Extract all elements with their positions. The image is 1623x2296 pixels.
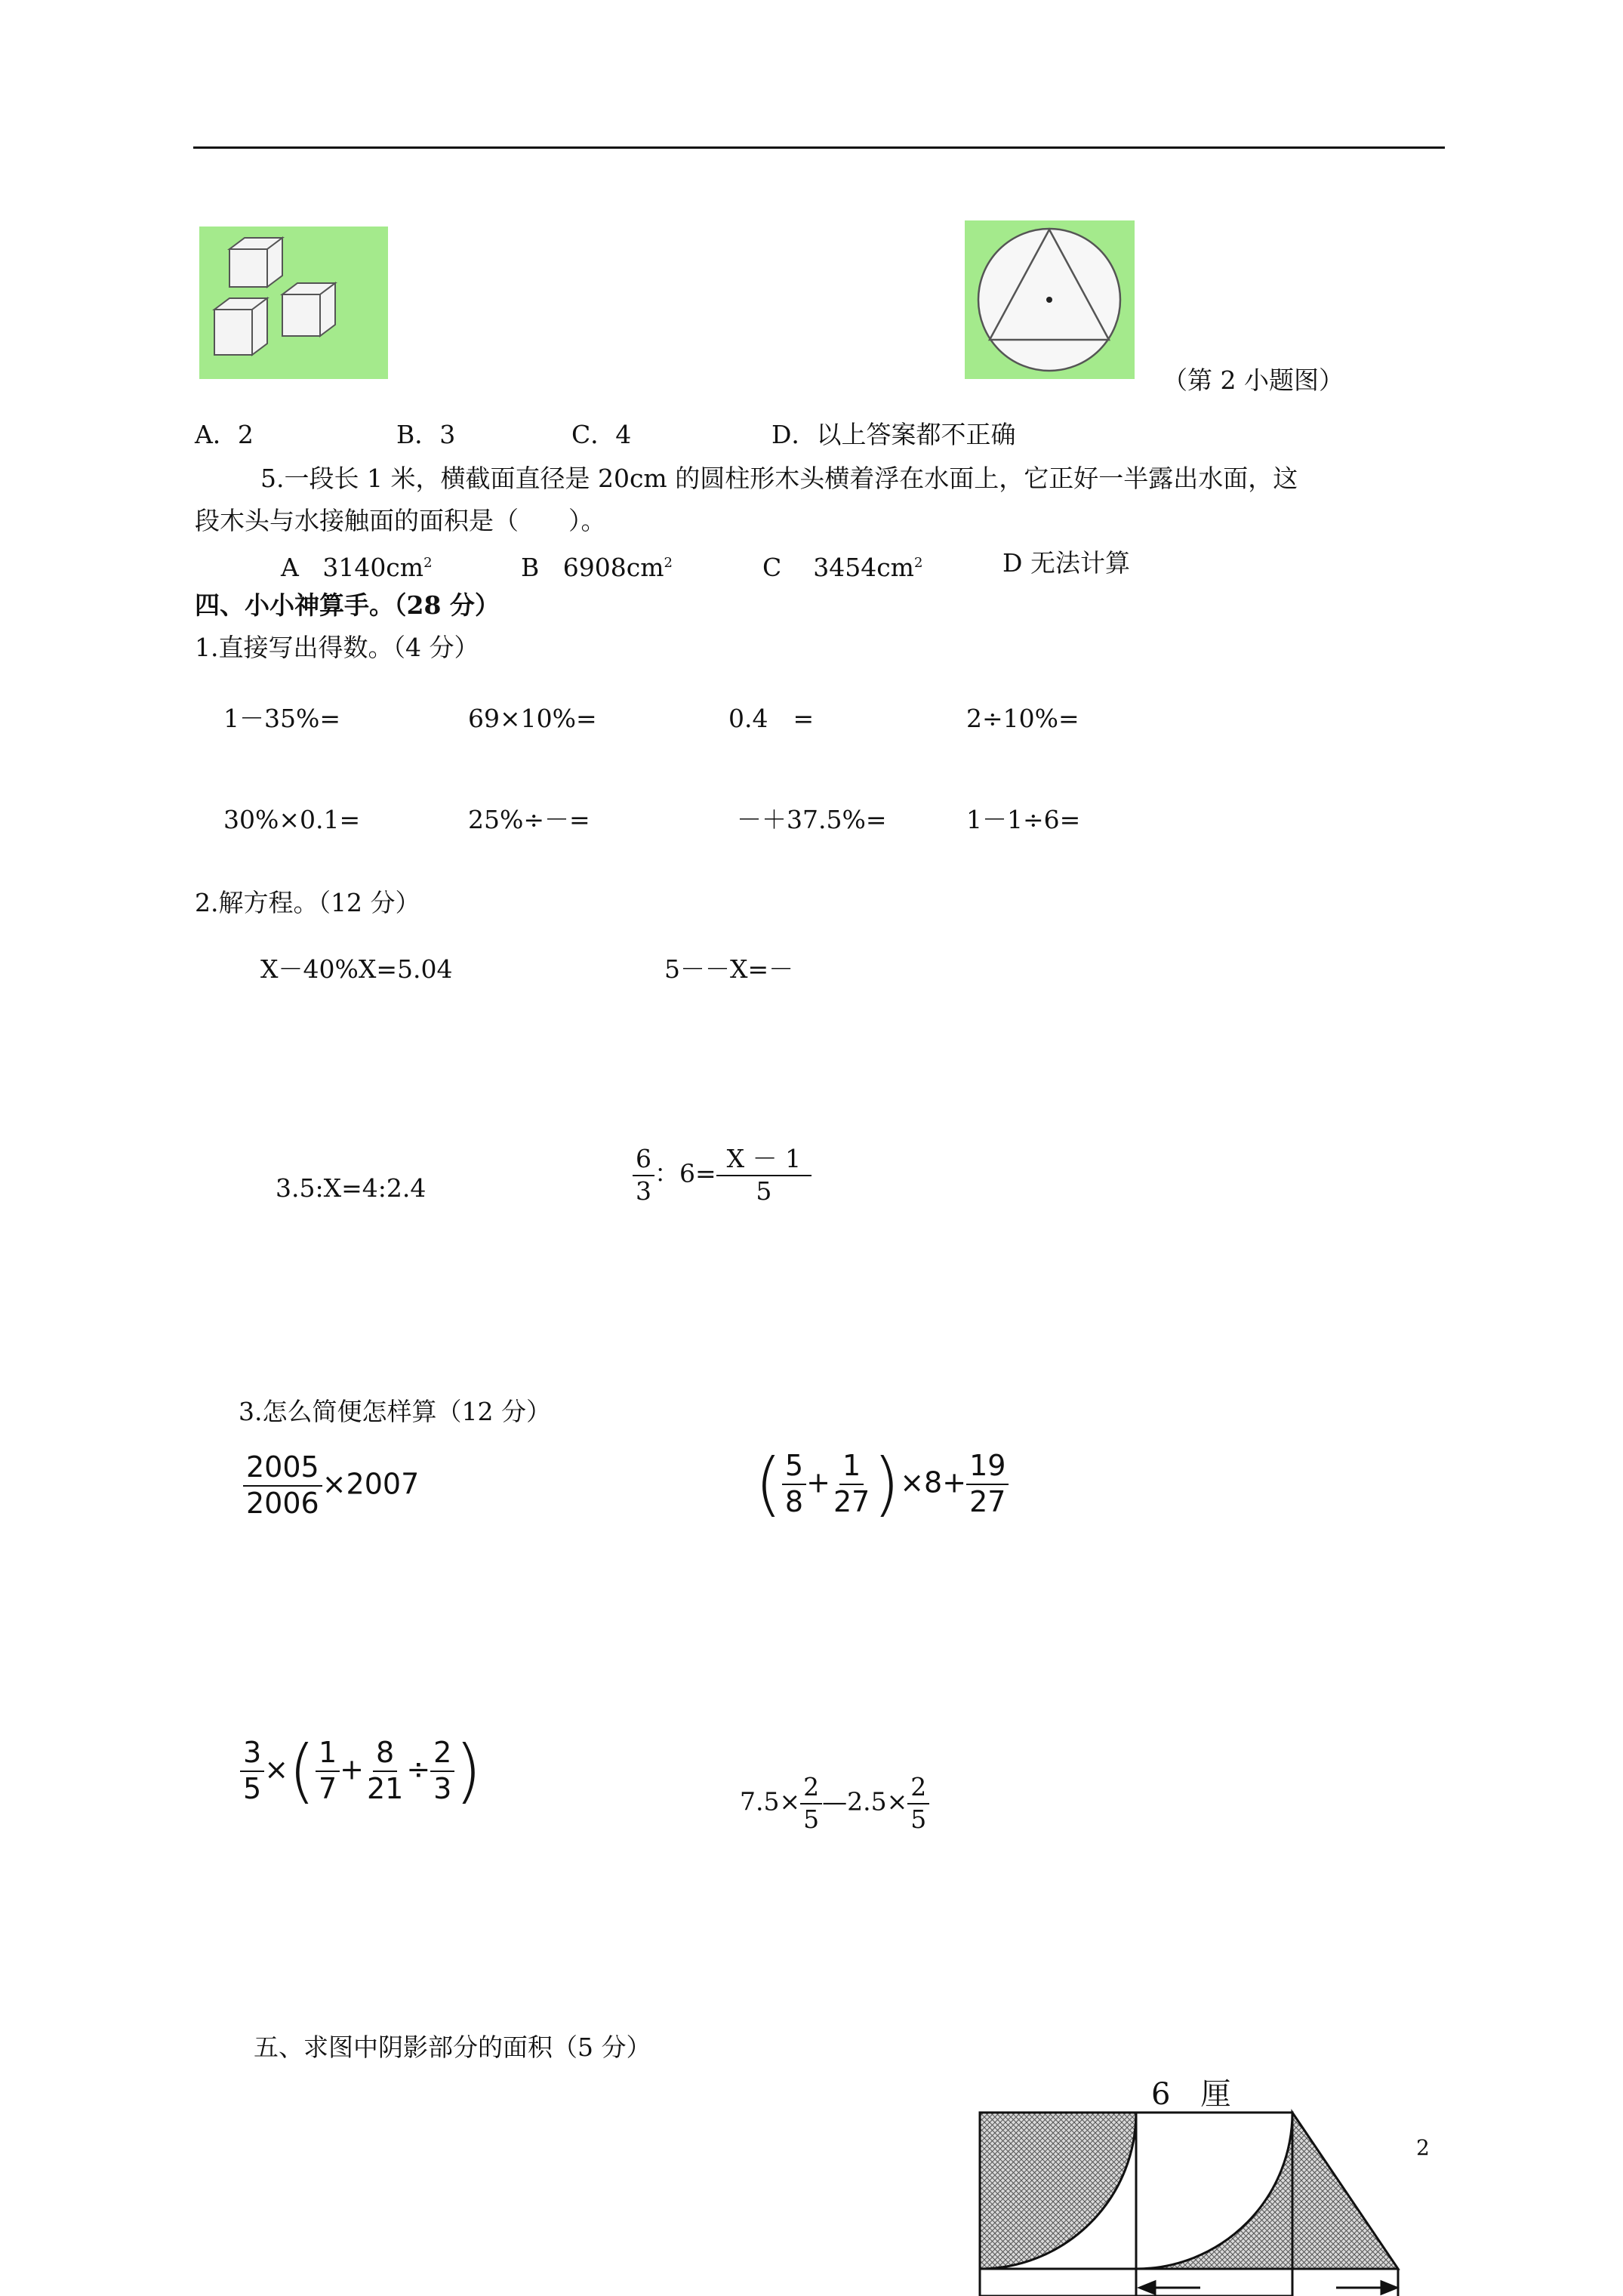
equation-1: X－40%X=5.04 — [260, 954, 453, 984]
dimension-label: 6 厘 — [1151, 2077, 1231, 2112]
q5-option-d: D 无法计算 — [1002, 548, 1130, 578]
calc-2-3: －＋37.5%= — [737, 805, 887, 834]
eq4-fraction-b: $\frac{X - 1}{5}$ — [716, 1146, 812, 1204]
part1-title: 1.直接写出得数。（4 分） — [195, 633, 479, 662]
eq4-fraction-a: $\frac{6}{3}$ — [633, 1146, 654, 1204]
q5-line2: 段木头与水接触面的面积是（ ）。 — [195, 506, 606, 535]
calc-2-2: 25%÷－= — [468, 805, 590, 834]
q5-option-b: B $6908cm^2$ — [521, 553, 673, 582]
cubes-icon — [199, 227, 388, 379]
calc-1-4: 2÷10%= — [966, 704, 1079, 733]
q5-option-c: C $3454cm^2$ — [762, 553, 923, 582]
simplify-1: $\frac{2005}{2006}$ ×2007 — [243, 1453, 419, 1519]
page-number: 2 — [1416, 2135, 1430, 2160]
q4-option-c: C．4 — [571, 420, 632, 449]
calc-2-4: 1－1÷6= — [966, 805, 1081, 834]
section5-title: 五、求图中阴影部分的面积（5 分） — [254, 2032, 651, 2062]
part3-title: 3.怎么简便怎样算（12 分） — [239, 1397, 551, 1426]
q5-option-a: A $3140cm^2$ — [281, 553, 433, 582]
q4-option-d: D．以上答案都不正确 — [771, 420, 1016, 449]
q4-option-b: B．3 — [396, 420, 456, 449]
calc-1-1: 1－35%= — [223, 704, 340, 733]
simplify-2: ( $\frac{5}{8}$ + $\frac{1}{27}$ )×8+ $\frac{19}{27}$ — [755, 1450, 1009, 1519]
calc-2-1: 30%×0.1= — [223, 805, 361, 834]
cubes-figure — [199, 227, 388, 379]
section4-title: 四、小小神算手。（28 分） — [195, 590, 500, 620]
figure-2-caption: （第 2 小题图） — [1163, 365, 1344, 395]
q4-option-a: A．2 — [195, 420, 254, 449]
part2-title: 2.解方程。（12 分） — [195, 888, 420, 917]
calc-1-2: 69×10%= — [468, 704, 597, 733]
calc-1-3: 0.4 = — [728, 704, 815, 733]
circle-triangle-icon — [965, 220, 1135, 379]
circle-triangle-figure — [965, 220, 1135, 379]
simplify-4: 7.5× $\frac{2}{5}$ —2.5× $\frac{2}{5}$ — [740, 1774, 929, 1832]
simplify-3: $\frac{3}{5}$ ×( $\frac{1}{7}$ + $\frac{8}{21}$ ÷ $\frac{2}{3}$ ) — [240, 1737, 482, 1806]
equation-2: 5－－X=－ — [664, 954, 794, 984]
q5-line1: 5.一段长 1 米，横截面直径是 20cm 的圆柱形木头横着浮在水面上，它正好一半露出水面，这 — [260, 464, 1298, 493]
equation-4: $\frac{6}{3}$ ：6= $\frac{X - 1}{5}$ — [633, 1146, 812, 1204]
shaded-area-figure — [974, 2106, 1427, 2296]
header-rule — [193, 146, 1445, 149]
equation-3: 3.5:X=4:2.4 — [276, 1173, 427, 1203]
